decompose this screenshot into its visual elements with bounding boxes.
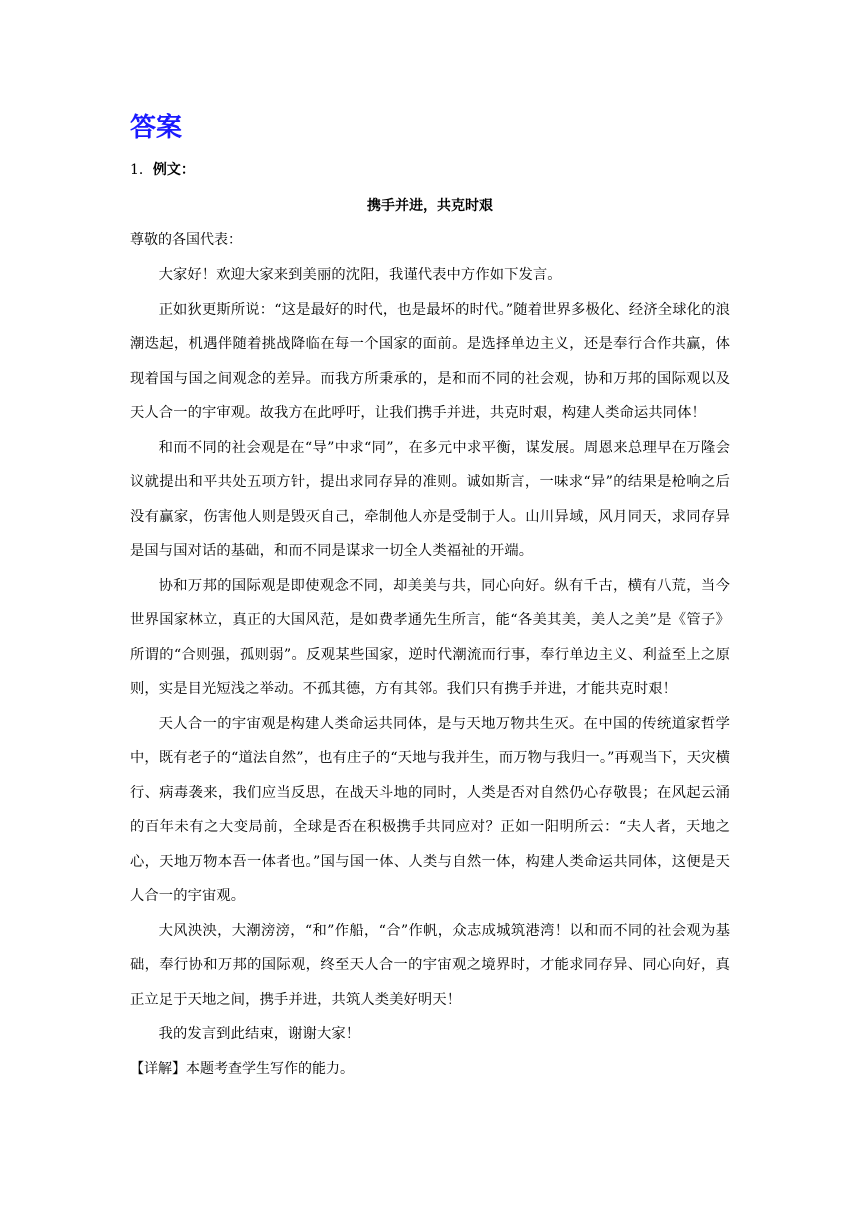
detail-explanation	[130, 1052, 730, 1086]
essay-salutation: 尊敬的各国代表：	[130, 232, 242, 248]
detail-label: 【详解】	[130, 1060, 186, 1077]
essay-paragraph: 大风泱泱，大潮滂滂，“和”作船，“合”作帆，众志成城筑港湾！以和而不同的社会观为基础，奉行协和万邦的国际观，终至天人合一的宇宙观之境界时，才能求同存异、同心向好，真正立足于天地之间，携手并进，共筑人类美好明天！	[130, 922, 730, 1008]
question-label	[130, 158, 730, 182]
essay-paragraph: 大家好！欢迎大家来到美丽的沈阳，我谨代表中方作如下发言。	[158, 267, 562, 283]
detail-text: 本题考查学生写作的能力。	[186, 1060, 354, 1077]
essay-paragraph: 天人合一的宇宙观是构建人类命运共同体，是与天地万物共生灭。在中国的传统道家哲学中，既有老子的“道法自然”，也有庄子的“天地与我并生，而万物与我归一。”再观当下，天灾横行、病毒袭来，我们应当反思，在战天斗地的同时，人类是否对自然仍心存敬畏；在风起云涌的百年未有之大变局前，全球是否在积极携手共同应对？正如一阳明所云：“夫人者，天地之心，天地万物本吾一体者也。”国与国一体、人类与自然一体，构建人类命运共同体，这便是天人合一的宇宙观。	[130, 715, 730, 904]
question-label-text: 例文：	[152, 162, 195, 178]
essay-paragraph: 正如狄更斯所说：“这是最好的时代，也是最坏的时代。”随着世界多极化、经济全球化的浪潮迭起，机遇伴随着挑战降临在每一个国家的面前。是选择单边主义，还是奉行合作共赢，体现着国与国之间观念的差异。而我方所秉承的，是和而不同的社会观，协和万邦的国际观以及天人合一的宇审观。故我方在此呼吁，让我们携手并进，共克时艰，构建人类命运共同体！	[130, 301, 730, 421]
essay-paragraph: 协和万邦的国际观是即使观念不同，却美美与共，同心向好。纵有千古，横有八荒，当今世界国家林立，真正的大国风范，是如费孝通先生所言，能“各美其美，美人之美”是《管子》所谓的“合则强，孤则弱”。反观某些国家，逆时代潮流而行事，奉行单边主义、利益至上之原则，实是目光短浅之举动。不孤其德，方有其邻。我们只有携手并进，才能共克时艰！	[130, 577, 730, 697]
question-number: 1．	[130, 162, 153, 178]
essay-title: 携手并进，共克时艰	[367, 198, 493, 214]
answer-document	[130, 108, 730, 1086]
answer-heading: 答案	[130, 113, 183, 143]
essay-paragraph: 和而不同的社会观是在“导”中求“同”，在多元中求平衡，谋发展。周恩来总理早在万隆会议就提出和平共处五项方针，提出求同存异的准则。诚如斯言，一味求“异”的结果是枪响之后没有赢家，伤害他人则是毁灭自己，牵制他人亦是受制于人。山川异域，风月同天，求同存异是国与国对话的基础，和而不同是谋求一切全人类福祉的开端。	[130, 439, 730, 559]
essay-paragraph: 我的发言到此结束，谢谢大家！	[158, 1026, 361, 1042]
